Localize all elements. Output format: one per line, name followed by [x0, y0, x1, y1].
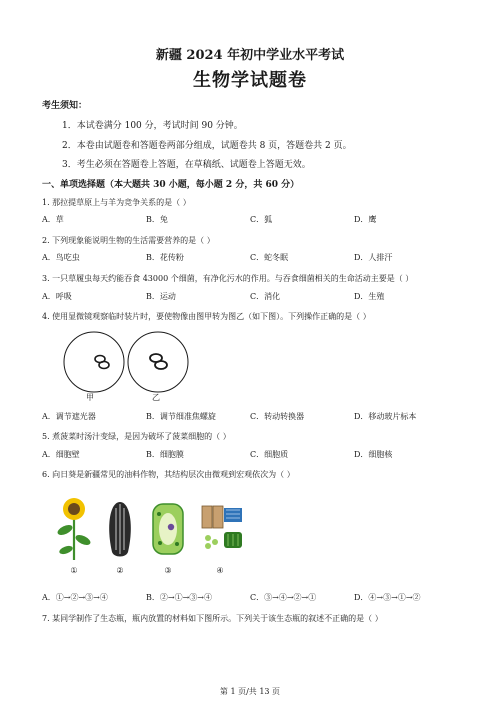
option-d: D．④→③→①→②: [354, 593, 421, 602]
sunflower-structure-figure: [52, 496, 252, 562]
sunflower-seed-image: [109, 502, 131, 557]
option-a: A．细胞壁: [42, 450, 80, 459]
sunflower-plant-image: [56, 498, 92, 560]
option-c: C．狐: [250, 215, 273, 224]
figure-label-4: ④: [216, 566, 224, 575]
option-d: D．人排汗: [354, 253, 393, 262]
option-b: B．②→①→③→④: [146, 593, 212, 602]
question-options: [42, 214, 472, 226]
microscope-field-figure: [46, 328, 196, 404]
subject-title: 生物学试题卷: [193, 70, 307, 91]
question-options: [42, 291, 472, 303]
field-of-view-right: [128, 332, 188, 392]
figure-label-jia: 甲: [86, 393, 94, 402]
question-options: [42, 449, 472, 461]
exam-title: 新疆 2024 年初中学业水平考试: [155, 48, 345, 63]
option-c: C．消化: [250, 292, 281, 301]
question-stem: 2. 下列现象能说明生物的生活需要营养的是（ ）: [42, 236, 215, 245]
section-title: 一、单项选择题（本大题共 30 小题，每小题 2 分，共 60 分）: [42, 180, 300, 190]
option-a: A．鸟吃虫: [42, 253, 80, 262]
option-a: A．①→②→③→④: [42, 593, 108, 602]
question-stem: 6. 向日葵是新疆常见的油料作物，其结构层次由微观到宏观依次为（ ）: [42, 470, 295, 479]
option-b: B．兔: [146, 215, 168, 224]
option-d: D．鹰: [354, 215, 377, 224]
figure-label-1: ①: [70, 566, 78, 575]
page-footer: 第 1 页/共 13 页: [219, 687, 281, 696]
notice-item: 1．本试卷满分 100 分，考试时间 90 分钟。: [62, 121, 243, 131]
figure-label-3: ③: [164, 566, 172, 575]
field-of-view-left: [64, 332, 124, 392]
question-stem: 4. 使用显微镜观察临时装片时，要使物像由图甲转为图乙（如下图）。下列操作正确的是（ ）: [42, 312, 371, 321]
question-options: [42, 252, 472, 264]
option-b: B．细胞膜: [146, 450, 184, 459]
question-options: [42, 592, 472, 604]
figure-label-yi: 乙: [152, 393, 160, 402]
option-c: C．转动转换器: [250, 412, 305, 421]
plant-cell-image: [153, 504, 183, 554]
option-c: C．③→④→②→①: [250, 593, 317, 602]
option-c: C．蛇冬眠: [250, 253, 289, 262]
option-a: A．调节遮光器: [42, 412, 96, 421]
option-d: D．生殖: [354, 292, 385, 301]
option-b: B．运动: [146, 292, 176, 301]
option-b: B．调节细准焦螺旋: [146, 412, 216, 421]
question-stem: 7. 某同学制作了生态瓶，瓶内放置的材料如下图所示。下列关于该生态瓶的叙述不正确的是（ ）: [42, 614, 383, 623]
figure-label-2: ②: [116, 566, 124, 575]
notice-item: 2．本卷由试题卷和答题卷两部分组成，试题卷共 8 页，答题卷共 2 页。: [62, 141, 352, 151]
option-a: A．呼吸: [42, 292, 72, 301]
option-d: D．移动玻片标本: [354, 412, 417, 421]
notice-heading: 考生须知：: [42, 101, 88, 111]
question-stem: 5. 煮菠菜时汤汁变绿，是因为破坏了菠菜细胞的（ ）: [42, 432, 231, 441]
question-options: [42, 411, 472, 423]
question-stem: 1. 那拉提草原上与羊为竞争关系的是（ ）: [42, 198, 191, 207]
question-stem: 3. 一只草履虫每天约能吞食 43000 个细菌，有净化污水的作用。与吞食细菌相关的生命活动主要是（ ）: [42, 274, 414, 283]
option-d: D．细胞核: [354, 450, 393, 459]
option-a: A．草: [42, 215, 64, 224]
option-c: C．细胞质: [250, 450, 289, 459]
plant-tissue-image: [202, 506, 242, 549]
option-b: B．花传粉: [146, 253, 184, 262]
notice-item: 3．考生必须在答题卷上答题，在草稿纸、试题卷上答题无效。: [62, 160, 311, 170]
